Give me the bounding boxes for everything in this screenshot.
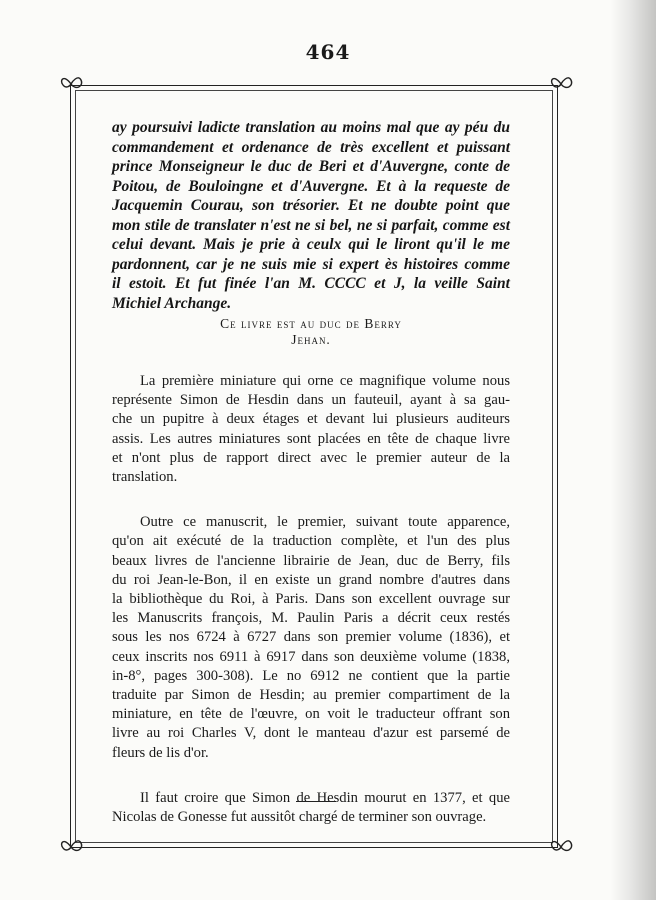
paragraph-manuscripts (112, 513, 510, 763)
paragraph-miniature (112, 372, 510, 487)
quote-line: il estoit. Et fut finée l'an M. CCCC et J, la veille Saint (112, 275, 510, 292)
paragraph-line: Il faut croire que Simon de Hesdin mourut en 1377, et que (140, 789, 510, 806)
quoted-passage (112, 118, 510, 313)
quote-line: mon stile de translater n'est ne si bel, ne si parfait, comme est (112, 216, 510, 234)
corner-ornament-top-left-icon (58, 72, 84, 96)
paragraph-line: livre au roi Charles V, dont le manteau d'azur est parsemé de (112, 725, 510, 742)
paragraph-line: miniature, en tête de l'œuvre, on voit le traducteur offrant son (112, 706, 510, 723)
paragraph-line: Nicolas de Gonesse fut aussitôt chargé de terminer son ouvrage. (112, 809, 487, 826)
paragraph-line: la bibliothèque du Roi, à Paris. Dans son excellent ouvrage sur (112, 591, 510, 608)
colophon-line-2: Jehan. (291, 332, 331, 347)
paragraph-line: traduite par Simon de Hesdin; au premier compartiment de la (112, 687, 510, 704)
paragraph-line: translation. (112, 469, 178, 486)
quote-line: ay poursuivi ladicte translation au moins mal que ay péu du (112, 119, 510, 136)
corner-ornament-bottom-left-icon (58, 835, 84, 859)
paragraph-line: che un pupitre à deux étages et devant lui plusieurs auditeurs (112, 411, 510, 428)
quote-line: Poitou, de Bouloingne et d'Auvergne. Et à la requeste de (112, 177, 510, 195)
paragraph-line: les Manuscrits françois, M. Paulin Paris a décrit ceux restés (112, 610, 510, 627)
colophon-line-1: Ce livre est au duc de Berry (220, 316, 402, 331)
quote-line: pardonnent, car je ne suis mie si expert ès histoires comme (112, 255, 510, 273)
paragraph-line: ceux inscrits nos 6911 à 6917 dans son deuxième volume (1838, (112, 648, 510, 665)
closing-rule (296, 801, 336, 802)
quote-line: Michiel Archange. (112, 294, 232, 312)
paragraph-line: qu'on ait exécuté de la traduction complète, et l'un des plus (112, 533, 510, 550)
paragraph-death (112, 789, 510, 827)
paragraph-line: in-8°, pages 300-308). Le no 6912 ne contient que la partie (112, 667, 510, 684)
quote-line: celui devant. Mais je prie à ceulx qui le liront qu'il le me (112, 236, 510, 253)
page-body (112, 118, 510, 827)
paragraph-line: La première miniature qui orne ce magnifique volume nous (140, 373, 510, 389)
paragraph-line: du roi Jean-le-Bon, il en existe un grand nombre d'autres dans (112, 571, 510, 588)
corner-ornament-top-right-icon (548, 72, 574, 96)
paragraph-line: beaux livres de l'ancienne librairie de Jean, duc de Berry, fils (112, 552, 510, 569)
paragraph-line: représente Simon de Hesdin dans un fauteuil, ayant à sa gau- (112, 392, 510, 409)
paragraph-line: fleurs de lis d'or. (112, 744, 209, 761)
colophon (112, 316, 510, 348)
paragraph-line: assis. Les autres miniatures sont placées en tête de chaque livre (112, 430, 510, 447)
paragraph-line: sous les nos 6724 à 6727 dans son premier volume (1836), et (112, 629, 510, 646)
quote-line: Jacquemin Courau, son trésorier. Et ne doubte point que (112, 197, 510, 214)
quote-line: prince Monseigneur le duc de Beri et d'Auvergne, conte de (112, 158, 510, 175)
paragraph-line: et n'ont plus de rapport direct avec le premier auteur de la (112, 449, 510, 466)
page-edge-shadow (610, 0, 656, 900)
paragraph-line: Outre ce manuscrit, le premier, suivant toute apparence, (140, 514, 510, 531)
page-number: 464 (305, 40, 351, 64)
quote-line: commandement et ordenance de très excellent et puissant (112, 138, 510, 156)
corner-ornament-bottom-right-icon (548, 835, 574, 859)
